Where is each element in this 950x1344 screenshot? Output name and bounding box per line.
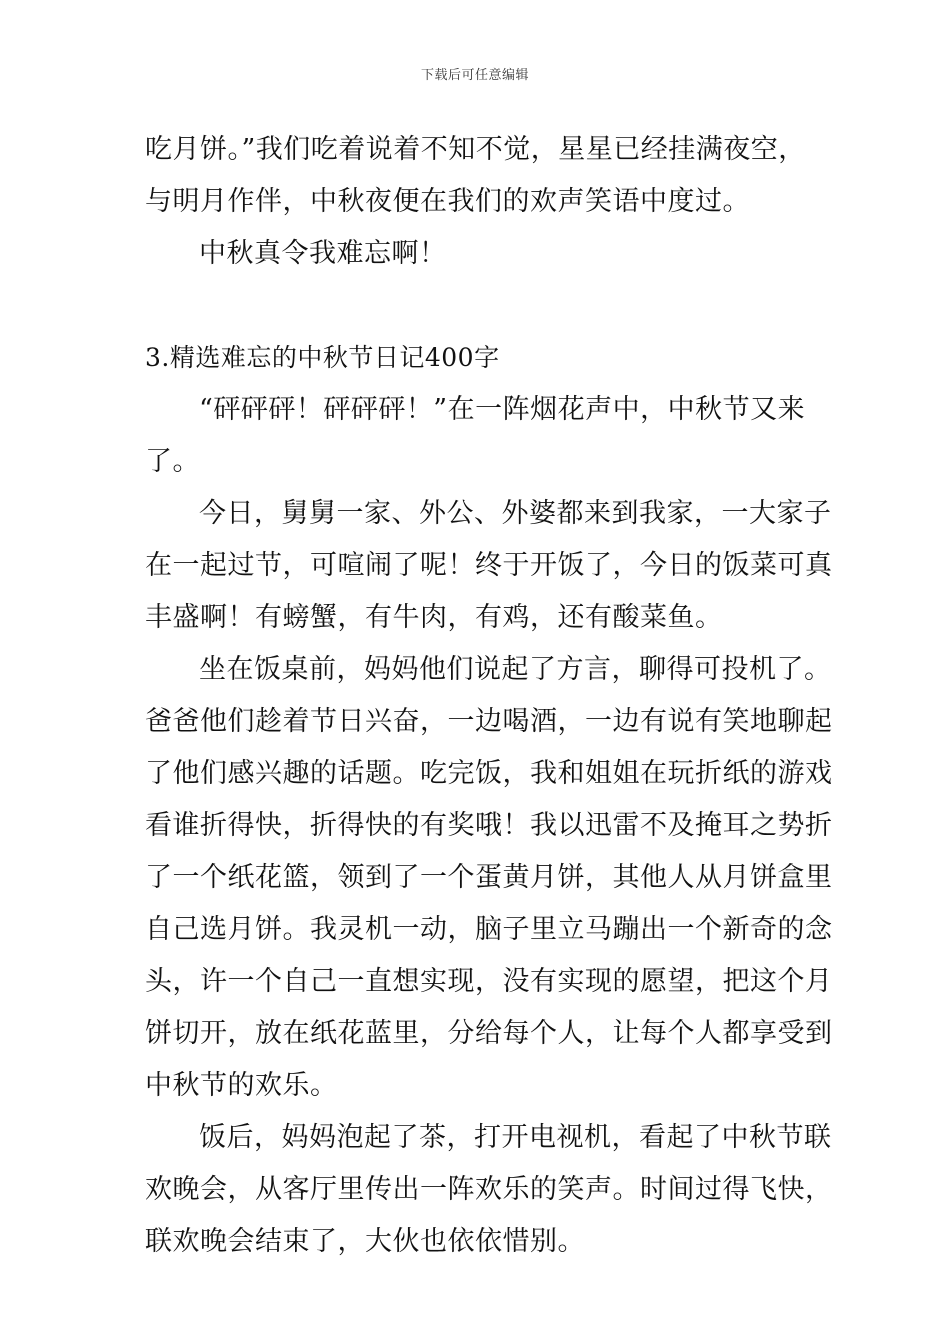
document-body	[145, 124, 833, 1268]
page-header-note: 下载后可任意编辑	[420, 68, 529, 83]
paragraph-line: 坐在饭桌前，妈妈他们说起了方言，聊得可投机了。	[199, 654, 832, 685]
text-line: 中秋节的欢乐。	[145, 1070, 338, 1101]
text-line: 头，许一个自己一直想实现，没有实现的愿望，把这个月	[145, 966, 833, 997]
text-line: 了。	[145, 446, 200, 477]
paragraph-line: 饭后，妈妈泡起了茶，打开电视机，看起了中秋节联	[199, 1122, 832, 1153]
text-line: 爸爸他们趁着节日兴奋，一边喝酒，一边有说有笑地聊起	[145, 706, 833, 737]
text-line: 了他们感兴趣的话题。吃完饭，我和姐姐在玩折纸的游戏	[145, 758, 833, 789]
text-line: 了一个纸花篮，领到了一个蛋黄月饼，其他人从月饼盒里	[145, 862, 833, 893]
text-line: 看谁折得快，折得快的有奖哦！我以迅雷不及掩耳之势折	[145, 810, 833, 841]
paragraph-line: 今日，舅舅一家、外公、外婆都来到我家，一大家子	[199, 498, 832, 529]
text-line: 在一起过节，可喧闹了呢！终于开饭了，今日的饭菜可真	[145, 550, 833, 581]
text-line: 联欢晚会结束了，大伙也依依惜别。	[145, 1226, 585, 1257]
text-line: 欢晚会，从客厅里传出一阵欢乐的笑声。时间过得飞快，	[145, 1174, 833, 1205]
text-line: 与明月作伴，中秋夜便在我们的欢声笑语中度过。	[145, 186, 750, 217]
section-spacer	[145, 280, 810, 332]
text-line: 自己选月饼。我灵机一动，脑子里立马蹦出一个新奇的念	[145, 914, 833, 945]
paragraph-line: “砰砰砰！砰砰砰！”在一阵烟花声中，中秋节又来	[199, 394, 806, 425]
text-line: 饼切开，放在纸花蓝里，分给每个人，让每个人都享受到	[145, 1018, 833, 1049]
paragraph-line: 中秋真令我难忘啊！	[199, 238, 447, 269]
text-line: 吃月饼。”我们吃着说着不知不觉，星星已经挂满夜空，	[145, 134, 806, 165]
section-title: 3.精选难忘的中秋节日记400字	[145, 343, 500, 372]
text-line: 丰盛啊！有螃蟹，有牛肉，有鸡，还有酸菜鱼。	[145, 602, 723, 633]
